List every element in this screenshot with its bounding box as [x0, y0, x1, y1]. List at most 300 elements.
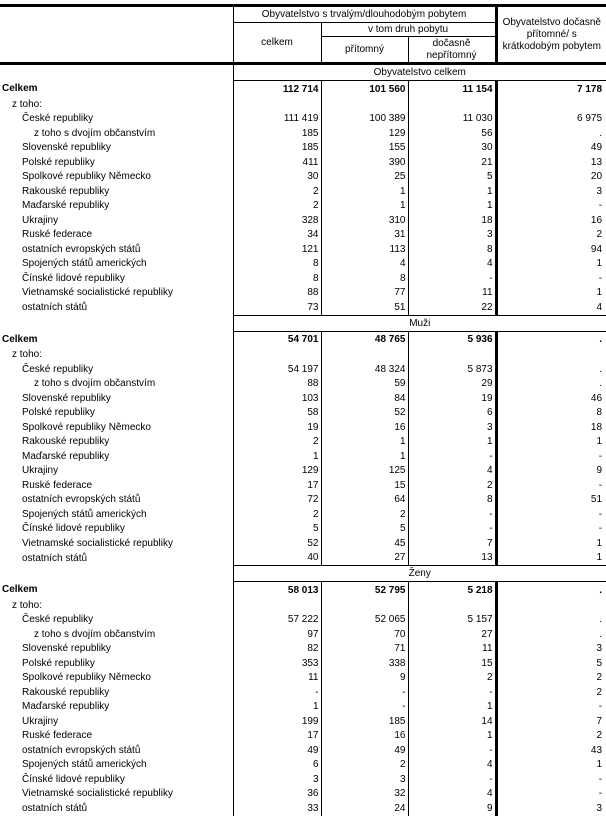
value-cell: 5: [321, 522, 408, 537]
value-cell: .: [496, 377, 606, 392]
table-row: [0, 642, 606, 657]
row-label: ostatních států: [22, 802, 88, 814]
value-cell: 155: [321, 141, 408, 156]
row-label: z toho:: [12, 349, 43, 361]
table-row: [0, 758, 606, 773]
value-cell: 9: [408, 801, 496, 816]
table-row: [0, 228, 606, 243]
value-cell: 25: [321, 170, 408, 185]
row-label: Čínské lidové republiky: [22, 523, 125, 535]
value-cell: 32: [321, 787, 408, 802]
row-label: ostatních států: [22, 302, 88, 313]
value-cell: 3: [496, 642, 606, 657]
row-label: ostatních států: [22, 552, 88, 564]
value-cell: -: [321, 685, 408, 700]
value-cell: 2: [496, 671, 606, 686]
value-cell: 3: [321, 772, 408, 787]
value-cell: 11 030: [408, 112, 496, 127]
of-which-row: [0, 598, 606, 613]
value-cell: 51: [321, 300, 408, 315]
row-label: ostatních evropských států: [22, 744, 141, 756]
blank-cell: [0, 566, 233, 582]
value-cell: 2: [496, 228, 606, 243]
value-cell: 52: [233, 536, 321, 551]
value-cell: 22: [408, 300, 496, 315]
value-cell: 4: [321, 257, 408, 272]
row-label: Vietnamské socialistické republiky: [22, 537, 173, 549]
value-cell: 5: [408, 170, 496, 185]
value-cell: 125: [321, 464, 408, 479]
value-cell: 2: [233, 435, 321, 450]
value-cell: 390: [321, 155, 408, 170]
row-label: Polské republiky: [22, 156, 95, 168]
value-cell: 353: [233, 656, 321, 671]
value-cell: 129: [233, 464, 321, 479]
value-cell: 5 157: [408, 613, 496, 628]
value-cell: 88: [233, 377, 321, 392]
value-cell: 5: [496, 656, 606, 671]
value-cell: 9: [496, 464, 606, 479]
value-cell: 7: [496, 714, 606, 729]
table-row: [0, 801, 606, 816]
table-row: [0, 449, 606, 464]
value-cell: 49: [233, 743, 321, 758]
table-row: [0, 126, 606, 141]
value-cell: -: [408, 271, 496, 286]
table-row: [0, 420, 606, 435]
value-cell: 11: [233, 671, 321, 686]
value-cell: 199: [233, 714, 321, 729]
value-cell: -: [321, 700, 408, 715]
value-cell: .: [496, 362, 606, 377]
value-cell: 52 795: [321, 582, 408, 599]
table-row: [0, 242, 606, 257]
value-cell: -: [408, 449, 496, 464]
table-row: [0, 493, 606, 508]
table-row: [0, 141, 606, 156]
row-label: Ruské federace: [22, 229, 93, 241]
row-label: z toho s dvojím občanstvím: [34, 378, 156, 390]
table-row: [0, 685, 606, 700]
value-cell: 36: [233, 787, 321, 802]
value-cell: 310: [321, 213, 408, 228]
value-cell: 8: [233, 271, 321, 286]
value-cell: 185: [233, 126, 321, 141]
value-cell: 129: [321, 126, 408, 141]
value-cell: 2: [408, 478, 496, 493]
value-cell: .: [496, 613, 606, 628]
value-cell: 4: [408, 787, 496, 802]
table-row: [0, 213, 606, 228]
header-temporary: Obyvatelstvo dočasně přítomné/ s krátkodobým pobytem: [496, 6, 606, 64]
value-cell: 20: [496, 170, 606, 185]
table-row: [0, 729, 606, 744]
table-row: [0, 787, 606, 802]
value-cell: 51: [496, 493, 606, 508]
row-label: Maďarské republiky: [22, 701, 110, 713]
value-cell: 5: [233, 522, 321, 537]
table-row: [0, 507, 606, 522]
of-which-row: [0, 97, 606, 112]
empty-cell: [321, 598, 408, 613]
table-row: [0, 435, 606, 450]
value-cell: 4: [408, 464, 496, 479]
total-row: [0, 582, 606, 599]
value-cell: 1: [408, 184, 496, 199]
section-title: Muži: [233, 315, 606, 331]
value-cell: -: [496, 700, 606, 715]
value-cell: 1: [496, 551, 606, 566]
value-cell: -: [408, 522, 496, 537]
value-cell: 64: [321, 493, 408, 508]
value-cell: 40: [233, 551, 321, 566]
table-row: [0, 478, 606, 493]
row-label: Spojených států amerických: [22, 258, 147, 270]
value-cell: 1: [233, 449, 321, 464]
table-row: [0, 257, 606, 272]
value-cell: 34: [233, 228, 321, 243]
value-cell: 59: [321, 377, 408, 392]
empty-cell: [321, 348, 408, 363]
value-cell: -: [496, 787, 606, 802]
row-label: z toho s dvojím občanstvím: [34, 127, 156, 139]
row-label: Slovenské republiky: [22, 643, 111, 655]
row-label: Slovenské republiky: [22, 392, 111, 404]
value-cell: 94: [496, 242, 606, 257]
value-cell: -: [496, 449, 606, 464]
value-cell: 13: [408, 551, 496, 566]
value-cell: 27: [321, 551, 408, 566]
section-header-row: [0, 566, 606, 582]
table-row: [0, 522, 606, 537]
value-cell: 1: [496, 286, 606, 301]
table-row: [0, 112, 606, 127]
empty-cell: [408, 598, 496, 613]
header-blank: [0, 6, 233, 64]
table-row: [0, 300, 606, 315]
value-cell: 16: [321, 420, 408, 435]
table-row: [0, 286, 606, 301]
value-cell: 88: [233, 286, 321, 301]
value-cell: 1: [408, 700, 496, 715]
header-permanent-group: Obyvatelstvo s trvalým/dlouhodobým pobytem: [233, 6, 496, 23]
value-cell: 24: [321, 801, 408, 816]
row-label: Čínské lidové republiky: [22, 272, 125, 284]
section-title: Obyvatelstvo celkem: [233, 64, 606, 81]
table-row: [0, 613, 606, 628]
value-cell: 17: [233, 729, 321, 744]
empty-cell: [496, 348, 606, 363]
value-cell: 13: [496, 155, 606, 170]
value-cell: 46: [496, 391, 606, 406]
row-label: Spolkové republiky Německo: [22, 672, 151, 684]
value-cell: 1: [408, 199, 496, 214]
table-row: [0, 184, 606, 199]
value-cell: 18: [408, 213, 496, 228]
value-cell: 54 197: [233, 362, 321, 377]
table-row: [0, 700, 606, 715]
value-cell: -: [496, 271, 606, 286]
value-cell: 328: [233, 213, 321, 228]
value-cell: -: [408, 685, 496, 700]
value-cell: 84: [321, 391, 408, 406]
value-cell: 411: [233, 155, 321, 170]
table-row: [0, 772, 606, 787]
blank-cell: [0, 315, 233, 331]
value-cell: 27: [408, 627, 496, 642]
section-header-row: [0, 64, 606, 81]
row-label: Ukrajiny: [22, 214, 59, 226]
row-label: Polské republiky: [22, 407, 95, 419]
value-cell: 1: [321, 435, 408, 450]
empty-cell: [496, 598, 606, 613]
table-row: [0, 199, 606, 214]
empty-cell: [408, 97, 496, 112]
empty-cell: [233, 348, 321, 363]
population-table: [0, 4, 606, 816]
value-cell: 2: [233, 199, 321, 214]
value-cell: 18: [496, 420, 606, 435]
value-cell: 15: [321, 478, 408, 493]
value-cell: 19: [408, 391, 496, 406]
table-row: [0, 627, 606, 642]
value-cell: 5 873: [408, 362, 496, 377]
value-cell: 2: [321, 507, 408, 522]
value-cell: 71: [321, 642, 408, 657]
value-cell: 1: [321, 199, 408, 214]
row-label: Vietnamské socialistické republiky: [22, 287, 173, 299]
value-cell: 56: [408, 126, 496, 141]
of-which-row: [0, 348, 606, 363]
value-cell: 6: [408, 406, 496, 421]
value-cell: 17: [233, 478, 321, 493]
blank-cell: [0, 64, 233, 81]
value-cell: 57 222: [233, 613, 321, 628]
value-cell: 49: [321, 743, 408, 758]
value-cell: 1: [496, 536, 606, 551]
value-cell: 48 324: [321, 362, 408, 377]
value-cell: 3: [233, 772, 321, 787]
header-type-group: v tom druh pobytu: [321, 23, 496, 37]
value-cell: 8: [408, 493, 496, 508]
value-cell: 72: [233, 493, 321, 508]
value-cell: 52 065: [321, 613, 408, 628]
value-cell: 5 218: [408, 582, 496, 599]
value-cell: 7 178: [496, 81, 606, 98]
value-cell: 1: [496, 758, 606, 773]
value-cell: 101 560: [321, 81, 408, 98]
row-label: Polské republiky: [22, 657, 95, 669]
value-cell: 19: [233, 420, 321, 435]
value-cell: 4: [408, 758, 496, 773]
row-label: Spojených států amerických: [22, 508, 147, 520]
table-row: [0, 406, 606, 421]
value-cell: .: [496, 627, 606, 642]
value-cell: -: [496, 199, 606, 214]
value-cell: -: [408, 772, 496, 787]
value-cell: 6 975: [496, 112, 606, 127]
row-label: České republiky: [22, 113, 94, 125]
value-cell: 30: [408, 141, 496, 156]
value-cell: 16: [321, 729, 408, 744]
value-cell: 21: [408, 155, 496, 170]
table-row: [0, 656, 606, 671]
value-cell: 4: [496, 300, 606, 315]
value-cell: 1: [408, 435, 496, 450]
value-cell: 3: [408, 420, 496, 435]
value-cell: 11: [408, 286, 496, 301]
header-absent: dočasně nepřítomný: [408, 37, 496, 64]
value-cell: 1: [233, 700, 321, 715]
row-label: Čínské lidové republiky: [22, 773, 125, 785]
row-label: Celkem: [2, 333, 38, 345]
value-cell: 2: [496, 729, 606, 744]
value-cell: 49: [496, 141, 606, 156]
table-row: [0, 743, 606, 758]
section-title: Ženy: [233, 566, 606, 582]
value-cell: 58 013: [233, 582, 321, 599]
row-label: Rakouské republiky: [22, 436, 110, 448]
table-row: [0, 714, 606, 729]
value-cell: .: [496, 331, 606, 348]
row-label: Maďarské republiky: [22, 200, 110, 212]
value-cell: 9: [321, 671, 408, 686]
row-label: ostatních evropských států: [22, 494, 141, 506]
row-label: Ukrajiny: [22, 465, 59, 477]
total-row: [0, 81, 606, 98]
table-row: [0, 391, 606, 406]
value-cell: -: [496, 772, 606, 787]
row-label: Spojených států amerických: [22, 759, 147, 771]
value-cell: 111 419: [233, 112, 321, 127]
value-cell: 70: [321, 627, 408, 642]
row-label: ostatních evropských států: [22, 243, 141, 255]
value-cell: 185: [233, 141, 321, 156]
value-cell: .: [496, 126, 606, 141]
row-label: Celkem: [2, 584, 38, 596]
value-cell: 2: [408, 671, 496, 686]
value-cell: 77: [321, 286, 408, 301]
row-label: z toho:: [12, 599, 43, 611]
empty-cell: [233, 97, 321, 112]
total-row: [0, 331, 606, 348]
value-cell: 2: [233, 507, 321, 522]
value-cell: 2: [496, 685, 606, 700]
value-cell: 5 936: [408, 331, 496, 348]
value-cell: 11 154: [408, 81, 496, 98]
table-row: [0, 271, 606, 286]
section-header-row: [0, 315, 606, 331]
value-cell: 29: [408, 377, 496, 392]
value-cell: 48 765: [321, 331, 408, 348]
row-label: Spolkové republiky Německo: [22, 421, 151, 433]
value-cell: 43: [496, 743, 606, 758]
table-row: [0, 551, 606, 566]
value-cell: 11: [408, 642, 496, 657]
row-label: Ruské federace: [22, 730, 93, 742]
table-row: [0, 170, 606, 185]
value-cell: 15: [408, 656, 496, 671]
header-total: celkem: [233, 23, 321, 64]
row-label: České republiky: [22, 614, 94, 626]
value-cell: -: [496, 478, 606, 493]
row-label: Slovenské republiky: [22, 142, 111, 154]
table-row: [0, 671, 606, 686]
value-cell: 82: [233, 642, 321, 657]
value-cell: 338: [321, 656, 408, 671]
empty-cell: [321, 97, 408, 112]
value-cell: 6: [233, 758, 321, 773]
value-cell: 100 389: [321, 112, 408, 127]
value-cell: 52: [321, 406, 408, 421]
value-cell: 113: [321, 242, 408, 257]
table-row: [0, 536, 606, 551]
value-cell: 1: [408, 729, 496, 744]
value-cell: 54 701: [233, 331, 321, 348]
row-label: Ukrajiny: [22, 715, 59, 727]
row-label: Rakouské republiky: [22, 185, 110, 197]
value-cell: 30: [233, 170, 321, 185]
value-cell: 3: [408, 228, 496, 243]
value-cell: 45: [321, 536, 408, 551]
value-cell: 73: [233, 300, 321, 315]
value-cell: 4: [408, 257, 496, 272]
value-cell: 8: [408, 242, 496, 257]
header-present: přítomný: [321, 37, 408, 64]
value-cell: 33: [233, 801, 321, 816]
value-cell: 3: [496, 801, 606, 816]
table-row: [0, 155, 606, 170]
value-cell: -: [233, 685, 321, 700]
value-cell: 185: [321, 714, 408, 729]
value-cell: 58: [233, 406, 321, 421]
value-cell: 14: [408, 714, 496, 729]
row-label: České republiky: [22, 363, 94, 375]
row-label: Ruské federace: [22, 479, 93, 491]
empty-cell: [408, 348, 496, 363]
value-cell: 1: [496, 257, 606, 272]
table-row: [0, 377, 606, 392]
row-label: Celkem: [2, 83, 38, 95]
value-cell: 112 714: [233, 81, 321, 98]
empty-cell: [496, 97, 606, 112]
value-cell: 8: [496, 406, 606, 421]
table-row: [0, 464, 606, 479]
value-cell: 97: [233, 627, 321, 642]
row-label: Maďarské republiky: [22, 450, 110, 462]
value-cell: .: [496, 582, 606, 599]
value-cell: -: [408, 743, 496, 758]
value-cell: -: [496, 522, 606, 537]
value-cell: 1: [496, 435, 606, 450]
value-cell: 2: [233, 184, 321, 199]
value-cell: 121: [233, 242, 321, 257]
value-cell: -: [496, 507, 606, 522]
row-label: z toho s dvojím občanstvím: [34, 628, 156, 640]
value-cell: 1: [321, 184, 408, 199]
value-cell: 16: [496, 213, 606, 228]
value-cell: 8: [321, 271, 408, 286]
row-label: z toho:: [12, 98, 43, 110]
value-cell: 31: [321, 228, 408, 243]
value-cell: 3: [496, 184, 606, 199]
value-cell: 1: [321, 449, 408, 464]
value-cell: 8: [233, 257, 321, 272]
value-cell: -: [408, 507, 496, 522]
row-label: Rakouské republiky: [22, 686, 110, 698]
value-cell: 7: [408, 536, 496, 551]
row-label: Vietnamské socialistické republiky: [22, 788, 173, 800]
